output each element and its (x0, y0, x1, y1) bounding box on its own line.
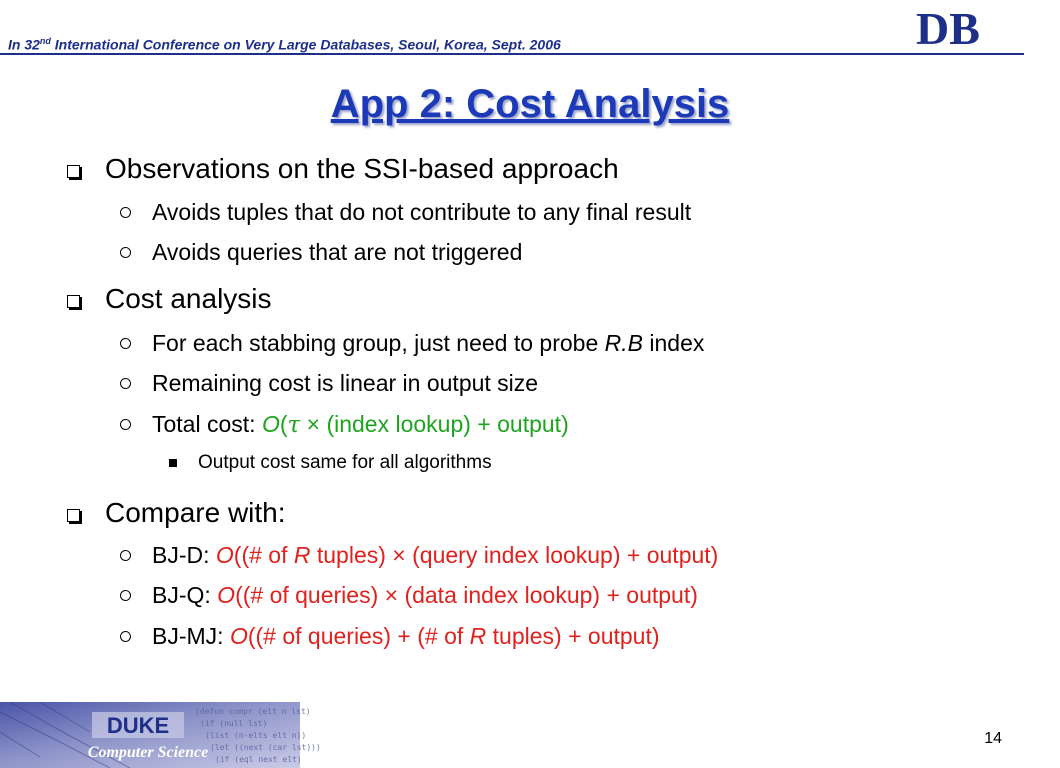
circle-bullet-icon (120, 419, 131, 430)
circle-bullet-icon (120, 550, 131, 561)
circle-bullet-icon (120, 338, 131, 349)
svg-text:DUKE: DUKE (106, 713, 170, 738)
section-heading-compare: Compare with: (105, 497, 286, 529)
section-heading-observations: Observations on the SSI-based approach (105, 153, 619, 185)
bullet-bj-q: BJ-Q: O((# of queries) × (data index lookup) + output) (152, 582, 698, 609)
circle-bullet-icon (120, 207, 131, 218)
svg-text:DB: DB (916, 3, 980, 54)
slide-header (0, 0, 1024, 56)
conference-banner: In 32nd International Conference on Very Large Databases, Seoul, Korea, Sept. 2006 (8, 36, 561, 53)
bullet-probe-index: For each stabbing group, just need to probe R.B index (152, 330, 704, 357)
duke-cs-footer-logo (0, 702, 321, 768)
filled-square-bullet-icon (169, 459, 177, 467)
bullet-avoids-tuples: Avoids tuples that do not contribute to any final result (152, 199, 691, 226)
svg-text:(if (eql next elt): (if (eql next elt) (215, 755, 302, 764)
page-number: 14 (984, 730, 1002, 747)
circle-bullet-icon (120, 590, 131, 601)
circle-bullet-icon (120, 378, 131, 389)
bullet-bj-d: BJ-D: O((# of R tuples) × (query index lookup) + output) (152, 542, 718, 569)
subbullet-output-cost: Output cost same for all algorithms (198, 452, 492, 474)
svg-text:(defun compr (elt n lst): (defun compr (elt n lst) (195, 707, 311, 716)
bullet-bj-mj: BJ-MJ: O((# of queries) + (# of R tuples) + output) (152, 623, 660, 650)
svg-text:(if (null lst): (if (null lst) (200, 719, 268, 728)
square-bullet-icon (67, 509, 80, 522)
svg-text:Computer Science: Computer Science (87, 744, 209, 761)
square-bullet-icon (67, 165, 80, 178)
bullet-remaining-cost: Remaining cost is linear in output size (152, 370, 538, 397)
svg-text:(let ((next (car lst))): (let ((next (car lst))) (210, 743, 321, 752)
circle-bullet-icon (120, 247, 131, 258)
bullet-total-cost: Total cost: O(τ × (index lookup) + output) (152, 411, 569, 438)
slide-title: App 2: Cost Analysis (330, 82, 730, 126)
square-bullet-icon (67, 295, 80, 308)
header-divider (0, 53, 1024, 55)
section-heading-cost-analysis: Cost analysis (105, 283, 272, 315)
duke-db-logo (895, 3, 1001, 54)
circle-bullet-icon (120, 631, 131, 642)
svg-text:(list (n-elts elt n)): (list (n-elts elt n)) (205, 731, 307, 740)
bullet-avoids-queries: Avoids queries that are not triggered (152, 239, 522, 266)
